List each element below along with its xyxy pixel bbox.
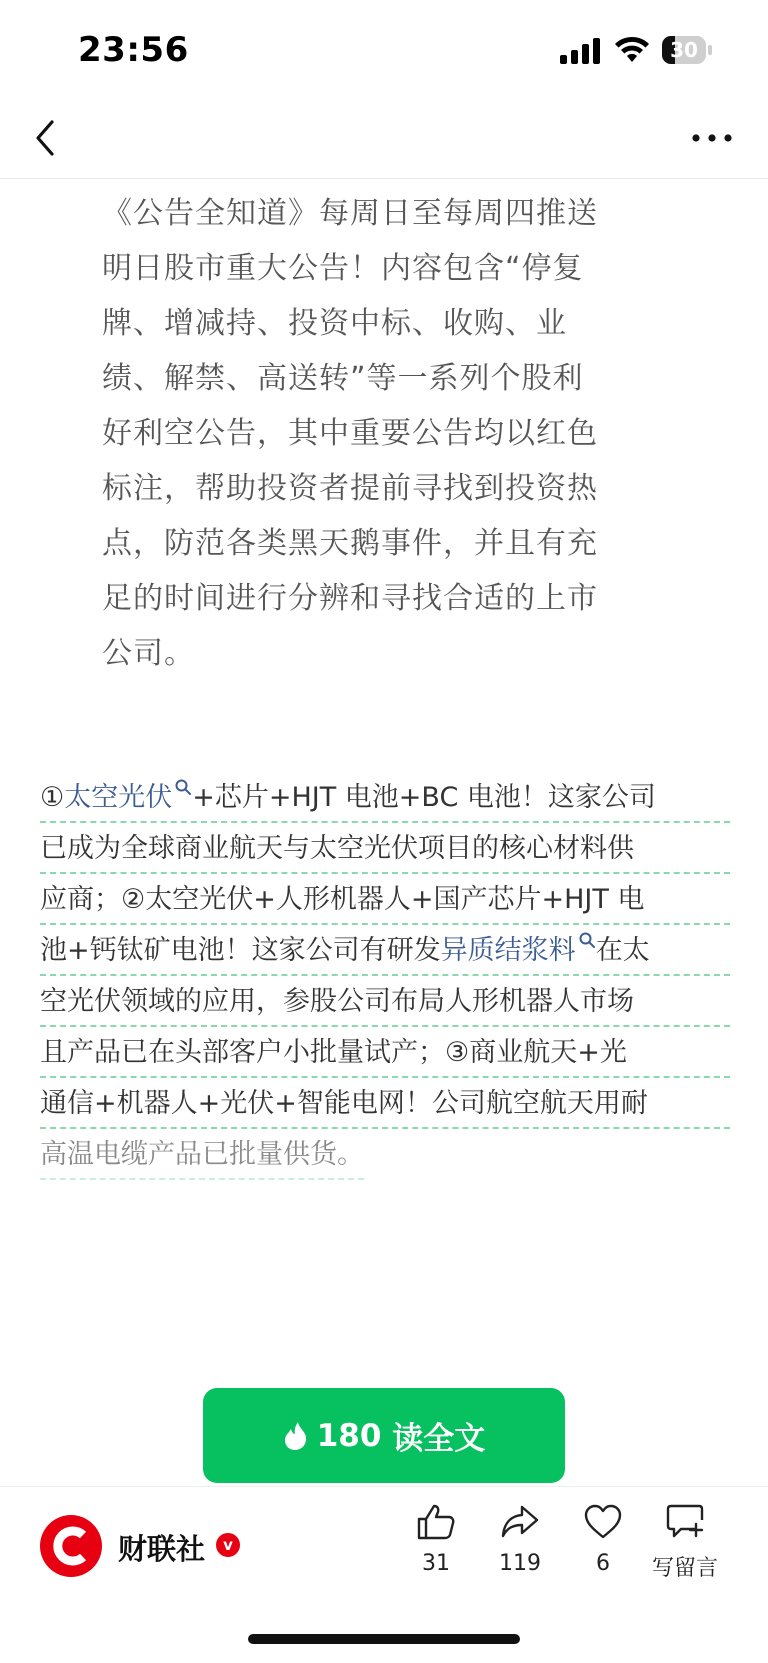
home-indicator[interactable] [248,1634,520,1644]
intro-line: 公司。 [102,636,195,671]
read-full-button[interactable] [203,1388,565,1483]
share-button[interactable] [480,1503,560,1576]
keyword-link-space-pv[interactable]: 太空光伏 [64,782,173,813]
favorite-button[interactable] [563,1503,643,1576]
more-dots-icon[interactable] [688,120,736,156]
battery-body [662,36,706,64]
intro-line: 好利空公告，其中重要公告均以红色 [102,416,598,451]
signal-icon [560,38,602,64]
comment-icon [665,1503,705,1541]
like-button[interactable] [396,1503,476,1576]
comment-button[interactable] [645,1503,725,1582]
keyword-link-hjt-paste[interactable]: 异质结浆料 [440,935,576,966]
intro-line: 点，防范各类黑天鹅事件，并且有充 [102,526,598,561]
share-count: 119 [499,1551,541,1576]
battery-icon [662,36,712,64]
intro-line: 绩、解禁、高送转”等一系列个股利 [102,361,584,396]
status-bar [0,0,768,96]
highlight-text: +芯片+HJT 电池+BC 电池！这家公司 [192,782,656,813]
intro-line: 标注，帮助投资者提前寻找到投资热 [102,471,598,506]
flame-icon [283,1421,309,1451]
intro-line: 《公告全知道》每周日至每周四推送 [102,196,598,231]
highlight-paragraph [40,772,730,1180]
highlight-text: 池+钙钛矿电池！这家公司有研发 [40,935,441,966]
battery-nub [708,45,712,55]
highlight-line: 高温电缆产品已批量供货。 [40,1129,364,1180]
highlight-text: ① [40,782,65,813]
thumbs-up-icon [416,1503,456,1541]
wifi-icon [614,34,650,64]
intro-paragraph [102,186,662,681]
intro-line: 明日股市重大公告！内容包含“停复 [102,251,584,286]
intro-line: 足的时间进行分辨和寻找合适的上市 [102,581,598,616]
comment-label: 写留言 [651,1556,718,1581]
highlight-text: 在太 [595,935,650,966]
status-time: 23:56 [78,30,189,70]
read-count: 180 [316,1417,382,1454]
brand-logo[interactable] [40,1515,102,1577]
search-icon[interactable] [578,931,596,949]
intro-line: 牌、增减持、投资中标、收购、业 [102,306,567,341]
search-icon[interactable] [174,778,192,796]
highlight-line: 通信+机器人+光伏+智能电网！公司航空航天用耐 [40,1078,730,1129]
read-full-label: 读全文 [392,1421,486,1457]
brand-name[interactable]: 财联社 [118,1532,206,1566]
like-count: 31 [422,1551,450,1576]
heart-icon [583,1503,623,1541]
highlight-line [40,925,730,976]
highlight-line: 空光伏领域的应用，参股公司布局人形机器人市场 [40,976,730,1027]
favorite-count: 6 [596,1551,610,1576]
nav-bar [0,100,768,179]
share-icon [500,1503,540,1541]
highlight-line: 已成为全球商业航天与太空光伏项目的核心材料供 [40,823,730,874]
chevron-left-icon[interactable] [28,114,68,162]
read-spacer [381,1418,392,1454]
highlight-line: 且产品已在头部客户小批量试产；③商业航天+光 [40,1027,730,1078]
battery-level: 30 [670,38,698,62]
highlight-line: 应商；②太空光伏+人形机器人+国产芯片+HJT 电 [40,874,730,925]
highlight-line [40,772,730,823]
verified-badge: v [216,1533,240,1557]
brand-logo-mark [40,1515,102,1577]
